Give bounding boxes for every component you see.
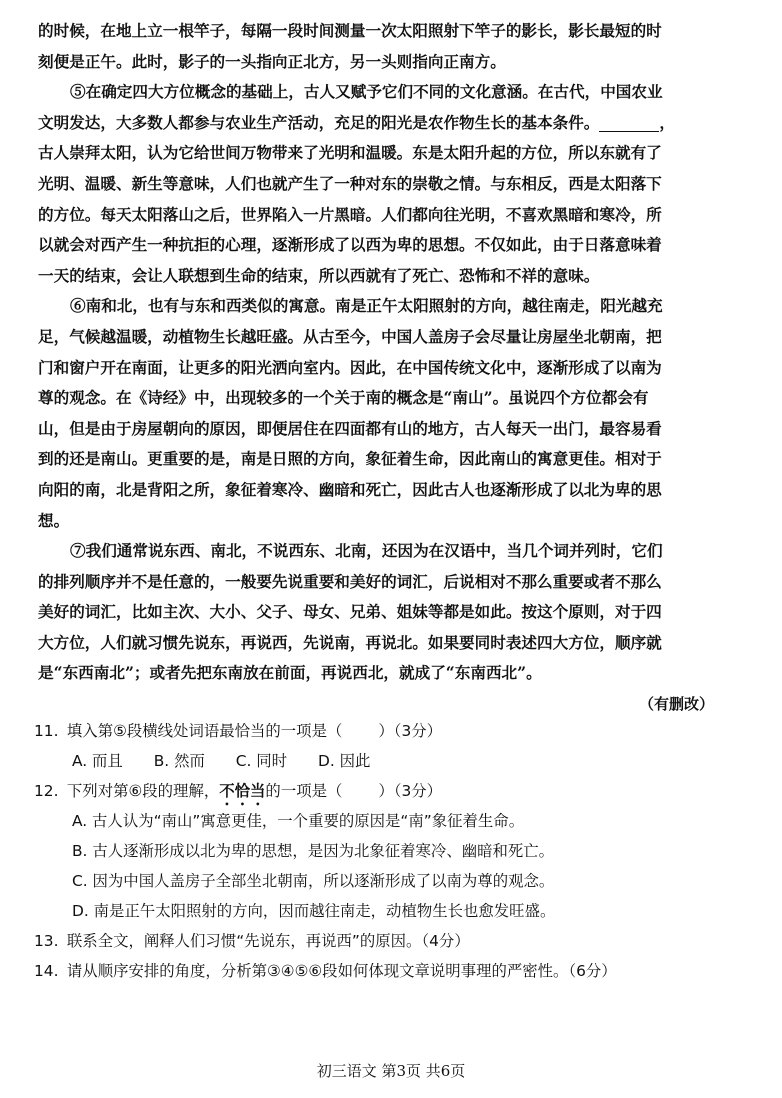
question-stem: 下列对第⑥段的理解， bbox=[66, 782, 220, 800]
text-line: 的排列顺序并不是任意的，一般要先说重要和美好的词汇，后说相对不那么重要或者不那么 bbox=[38, 571, 662, 591]
text-line: 向阳的南，北是背阳之所，象征着寒冷、幽暗和死亡，因此古人也逐渐形成了以北为卑的思 bbox=[38, 479, 662, 499]
text-line: 古人崇拜太阳，认为它给世间万物带来了光明和温暖。东是太阳升起的方位，所以东就有了 bbox=[38, 143, 662, 163]
question-score: ）（3分） bbox=[378, 782, 443, 800]
question-list bbox=[34, 716, 746, 986]
option-c[interactable]: C. 同时 bbox=[235, 752, 288, 770]
question-stem: 填入第⑤段横线处词语最恰当的一项是（ bbox=[66, 722, 343, 740]
question-number: 13. bbox=[34, 932, 59, 950]
text-line: 山，但是由于房屋朝向的原因，即便居住在四面都有山的地方，古人每天一出门，最容易看 bbox=[38, 418, 662, 438]
option-d[interactable]: D. 南是正午太阳照射的方向，因而越往南走，动植物生长也愈发旺盛。 bbox=[72, 902, 556, 920]
question-11 bbox=[34, 716, 746, 746]
option-d[interactable]: D. 因此 bbox=[317, 752, 371, 770]
text-segment: 文明发达，大多数人都参与农业生产活动，充足的阳光是农作物生长的基本条件。 bbox=[38, 112, 600, 132]
text-line: 想。 bbox=[38, 510, 70, 530]
text-line: 一天的结束，会让人联想到生命的结束，所以西就有了死亡、恐怖和不祥的意味。 bbox=[38, 265, 600, 285]
option-b[interactable]: B. 古人逐渐形成以北为卑的思想，是因为北象征着寒冷、幽暗和死亡。 bbox=[72, 842, 555, 860]
text-line: 到的还是南山。更重要的是，南是日照的方向，象征着生命，因此南山的寓意更佳。相对于 bbox=[38, 449, 662, 469]
paragraph-7-first-line: ⑦我们通常说东西、南北，不说西东、北南，还因为在汉语中，当几个词并列时，它们 bbox=[70, 541, 663, 561]
question-12 bbox=[34, 776, 746, 806]
question-number: 14. bbox=[34, 962, 59, 980]
source-note: （有删改） bbox=[638, 695, 714, 714]
text-line: 门和窗户开在南面，让更多的阳光洒向室内。因此，在中国传统文化中，逐渐形成了以南为 bbox=[38, 357, 662, 377]
page-footer: 初三语文 第3页 共6页 bbox=[316, 1062, 466, 1080]
question-stem: 的一项是（ bbox=[265, 782, 343, 800]
emphasis-text: 不恰当 bbox=[219, 782, 266, 800]
question-number: 11. bbox=[34, 722, 59, 740]
text-line: 光明、温暖、新生等意味，人们也就产生了一种对东的崇敬之情。与东相反，西是太阳落下 bbox=[38, 173, 662, 193]
paragraph-5-blank-line bbox=[38, 108, 742, 139]
text-line: 美好的词汇，比如主次、大小、父子、母女、兄弟、姐妹等都是如此。按这个原则，对于四 bbox=[38, 602, 662, 622]
text-line: 刻便是正午。此时，影子的一头指向正北方，另一头则指向正南方。 bbox=[38, 51, 506, 71]
text-line: 以就会对西产生一种抗拒的心理，逐渐形成了以西为卑的思想。不仅如此，由于日落意味着 bbox=[38, 235, 662, 255]
text-line: 的时候，在地上立一根竿子，每隔一段时间测量一次太阳照射下竿子的影长，影长最短的时 bbox=[38, 21, 662, 40]
question-score: ）（3分） bbox=[378, 722, 443, 740]
option-c[interactable]: C. 因为中国人盖房子全部坐北朝南，所以逐渐形成了以南为尊的观念。 bbox=[72, 872, 555, 890]
paragraph-6-first-line: ⑥南和北，也有与东和西类似的寓意。南是正午太阳照射的方向，越往南走，阳光越充 bbox=[70, 296, 663, 316]
question-text: 联系全文，阐释人们习惯“先说东，再说西”的原因。（4分） bbox=[66, 932, 470, 950]
text-segment: ， bbox=[659, 112, 675, 132]
text-line: 大方位，人们就习惯先说东，再说西，先说南，再说北。如果要同时表述四大方位，顺序就 bbox=[38, 632, 662, 652]
option-a[interactable]: A. 古人认为“南山”寓意更佳，一个重要的原因是“南”象征着生命。 bbox=[72, 812, 525, 830]
question-text: 请从顺序安排的角度，分析第③④⑤⑥段如何体现文章说明事理的严密性。（6分） bbox=[66, 962, 617, 980]
fill-in-blank bbox=[599, 115, 659, 132]
text-line: 尊的观念。在《诗经》中，出现较多的一个关于南的概念是“南山”。虽说四个方位都会有 bbox=[38, 388, 649, 408]
question-number: 12. bbox=[34, 782, 59, 800]
article-text bbox=[38, 16, 742, 720]
text-line: 是“东西南北”；或者先把东南放在前面，再说西北，就成了“东南西北”。 bbox=[38, 663, 542, 683]
option-b[interactable]: B. 然而 bbox=[153, 752, 205, 770]
text-line: 的方位。每天太阳落山之后，世界陷入一片黑暗。人们都向往光明，不喜欢黑暗和寒冷，所 bbox=[38, 204, 662, 224]
paragraph-5-first-line: ⑤在确定四大方位概念的基础上，古人又赋予它们不同的文化意涵。在古代，中国农业 bbox=[70, 82, 663, 102]
question-13 bbox=[34, 926, 746, 956]
option-a[interactable]: A. 而且 bbox=[72, 752, 123, 770]
text-line: 足，气候越温暖，动植物生长越旺盛。从古至今，中国人盖房子会尽量让房屋坐北朝南，把 bbox=[38, 326, 662, 346]
question-11-options bbox=[34, 746, 746, 776]
question-14 bbox=[34, 956, 746, 986]
